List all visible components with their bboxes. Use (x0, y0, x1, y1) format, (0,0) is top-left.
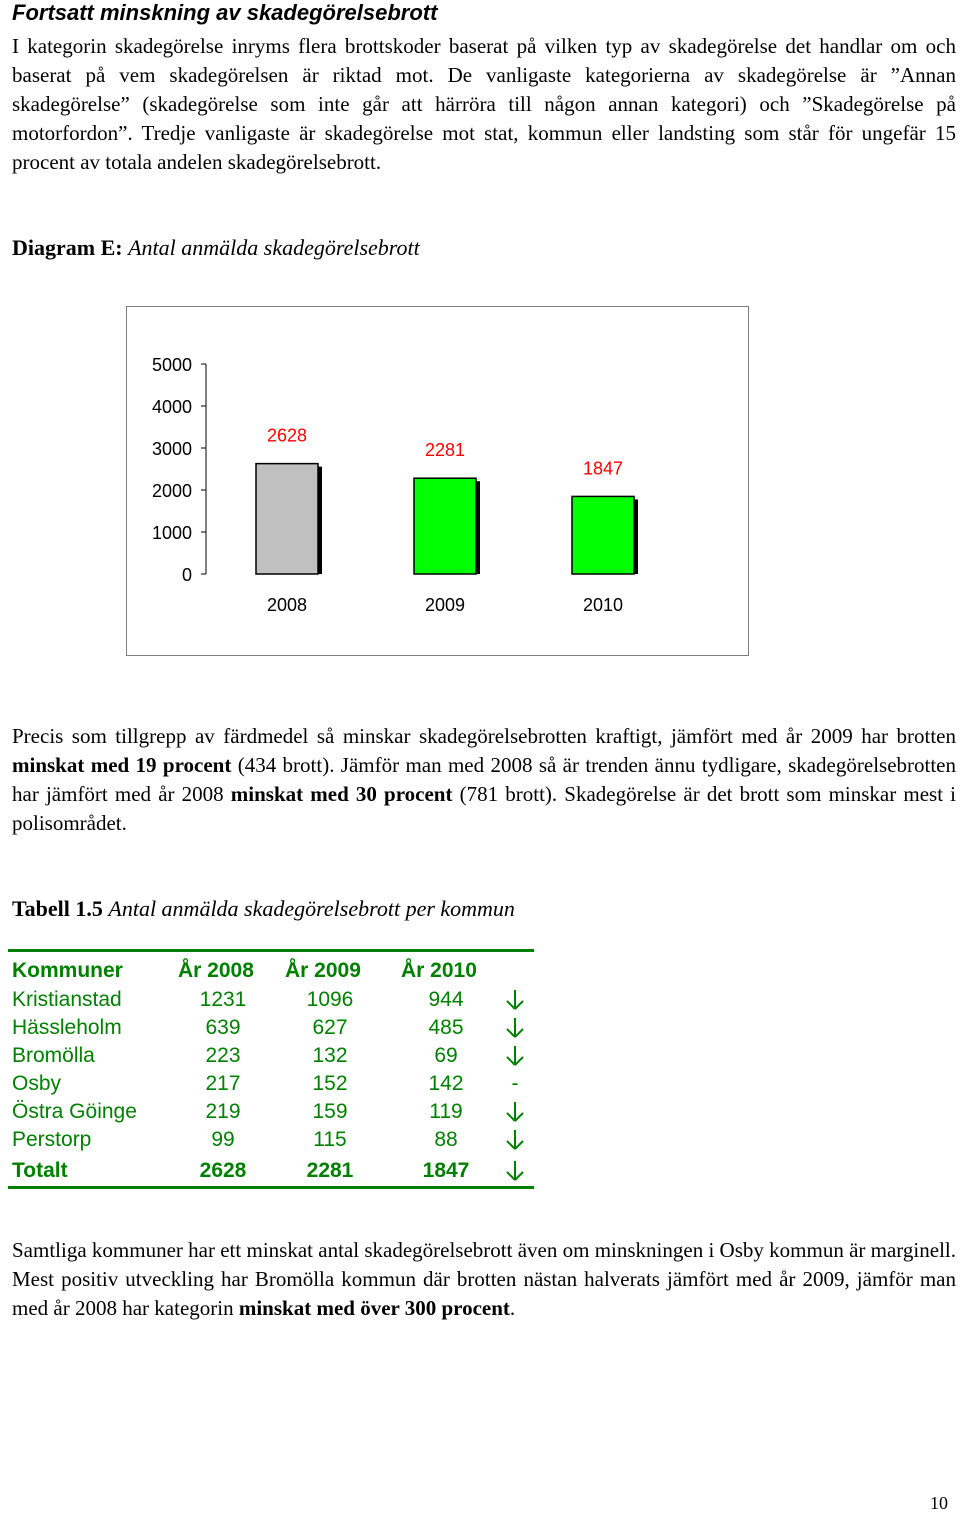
p2-bold1: minskat med 19 procent (12, 753, 232, 777)
p3-part1: Samtliga kommuner har ett minskat antal skadegörelsebrott även om minskningen i Osby kommun är marginell. Mest positiv utveckling har Bromölla kommun där brotten nästan halverats jämfört med år 2009, jämför man med år 2008 har kategorin (12, 1238, 956, 1320)
table-caption-prefix: Tabell 1.5 (12, 896, 109, 921)
y-tick-label: 5000 (151, 355, 192, 375)
table-row (8, 986, 534, 1014)
value-2010: 485 (428, 1016, 464, 1039)
table-row (8, 1098, 534, 1126)
table-caption-title: Antal anmälda skadegörelsebrott per kommun (108, 896, 515, 921)
paragraph-2-text (12, 722, 956, 838)
page-number: 10 (930, 1493, 948, 1513)
p3-part2: . (509, 1296, 516, 1320)
bar-chart (127, 307, 750, 657)
paragraph-3-text (12, 1236, 956, 1323)
value-2008: 219 (205, 1100, 241, 1123)
y-tick-label: 4000 (151, 397, 192, 417)
x-category-label: 2009 (424, 595, 466, 615)
total-label: Totalt (12, 1159, 68, 1182)
intro-text: I kategorin skadegörelse inryms flera brottskoder baserat på vilken typ av skadegörelse det handlar om och baserat på vem skadegörelsen är riktad mot. De vanligaste kategorierna av skadegörelse är ”Annan skadegörelse” (skadegörelse som inte går att härröra till någon annan kategori) och ”Skadegörelse på motorfordon”. Tredje vanligaste är skadegörelse mot stat, kommun eller landsting som står för ungefär 15 procent av totala andelen skadegörelsebrott. (12, 34, 956, 174)
kommun-name: Bromölla (12, 1044, 95, 1067)
bar (414, 478, 476, 574)
value-2010: 142 (428, 1072, 464, 1095)
value-2008: 639 (205, 1016, 241, 1039)
diagram-caption-title: Antal anmälda skadegörelsebrott (128, 235, 420, 260)
x-category-label: 2010 (582, 595, 624, 615)
value-2010: 88 (434, 1128, 458, 1151)
y-tick-label: 1000 (151, 523, 192, 543)
table-body (8, 986, 534, 1154)
bar-value-label: 1847 (582, 458, 624, 479)
p2-part1: Precis som tillgrepp av färdmedel så minskar skadegörelsebrotten kraftigt, jämfört med år 2009 har brotten (12, 724, 956, 748)
trend-down-icon (502, 986, 528, 1014)
bar (572, 496, 634, 574)
trend-down-icon (502, 1126, 528, 1154)
p2-part3: (781 brott). Skadegörelse är det brott som minskar mest i polisområdet. (12, 782, 957, 835)
paragraph-2 (12, 722, 956, 838)
header-kommuner: Kommuner (12, 959, 123, 982)
y-tick-label: 0 (181, 565, 192, 585)
x-category-label: 2008 (266, 595, 308, 615)
p2-bold2: minskat med 30 procent (230, 782, 453, 806)
value-2009: 132 (312, 1044, 348, 1067)
kommun-name: Perstorp (12, 1128, 92, 1151)
table-total-row (8, 1154, 534, 1186)
total-2008: 2628 (199, 1159, 247, 1182)
intro-paragraph (12, 32, 956, 177)
total-2009: 2281 (306, 1159, 354, 1182)
y-tick-label: 2000 (151, 481, 192, 501)
value-2008: 1231 (199, 988, 247, 1011)
value-2008: 99 (211, 1128, 235, 1151)
table-header-row (8, 952, 534, 986)
section-heading: Fortsatt minskning av skadegörelsebrott (12, 0, 438, 25)
trend-down-icon (502, 1042, 528, 1070)
header-2008: År 2008 (178, 959, 254, 982)
table-caption (12, 895, 515, 923)
trend-down-icon (502, 1154, 528, 1188)
header-2010: År 2010 (401, 959, 477, 982)
total-2010: 1847 (422, 1159, 470, 1182)
table-row (8, 1014, 534, 1042)
bar-value-label: 2628 (266, 425, 308, 446)
p2-part2: (434 brott). Jämför man med 2008 så är trenden ännu tydligare, skadegörelsebrotten har jämfört med år 2008 (12, 753, 957, 806)
trend-flat-text: - (511, 1072, 519, 1095)
bar-value-label: 2281 (424, 440, 466, 461)
value-2010: 69 (434, 1044, 458, 1067)
value-2008: 217 (205, 1072, 241, 1095)
bar (256, 464, 318, 574)
table-row (8, 1042, 534, 1070)
y-tick-label: 3000 (151, 439, 192, 459)
value-2010: 944 (428, 988, 464, 1011)
table-row (8, 1070, 534, 1098)
diagram-caption (12, 234, 420, 262)
chart-frame (126, 306, 749, 656)
value-2008: 223 (205, 1044, 241, 1067)
kommun-name: Östra Göinge (12, 1100, 137, 1123)
p3-bold1: minskat med över 300 procent (238, 1296, 510, 1320)
value-2009: 1096 (306, 988, 354, 1011)
value-2009: 627 (312, 1016, 348, 1039)
trend-down-icon (502, 1014, 528, 1042)
kommun-name: Kristianstad (12, 988, 122, 1011)
trend-down-icon (502, 1098, 528, 1126)
value-2009: 152 (312, 1072, 348, 1095)
diagram-caption-prefix: Diagram E: (12, 235, 129, 260)
kommun-table (8, 949, 534, 1189)
value-2009: 159 (312, 1100, 348, 1123)
value-2009: 115 (313, 1128, 347, 1151)
kommun-name: Hässleholm (12, 1016, 122, 1039)
paragraph-3 (12, 1236, 956, 1323)
table-row (8, 1126, 534, 1154)
header-2009: År 2009 (285, 959, 361, 982)
kommun-name: Osby (12, 1072, 62, 1095)
value-2010: 119 (429, 1100, 463, 1123)
